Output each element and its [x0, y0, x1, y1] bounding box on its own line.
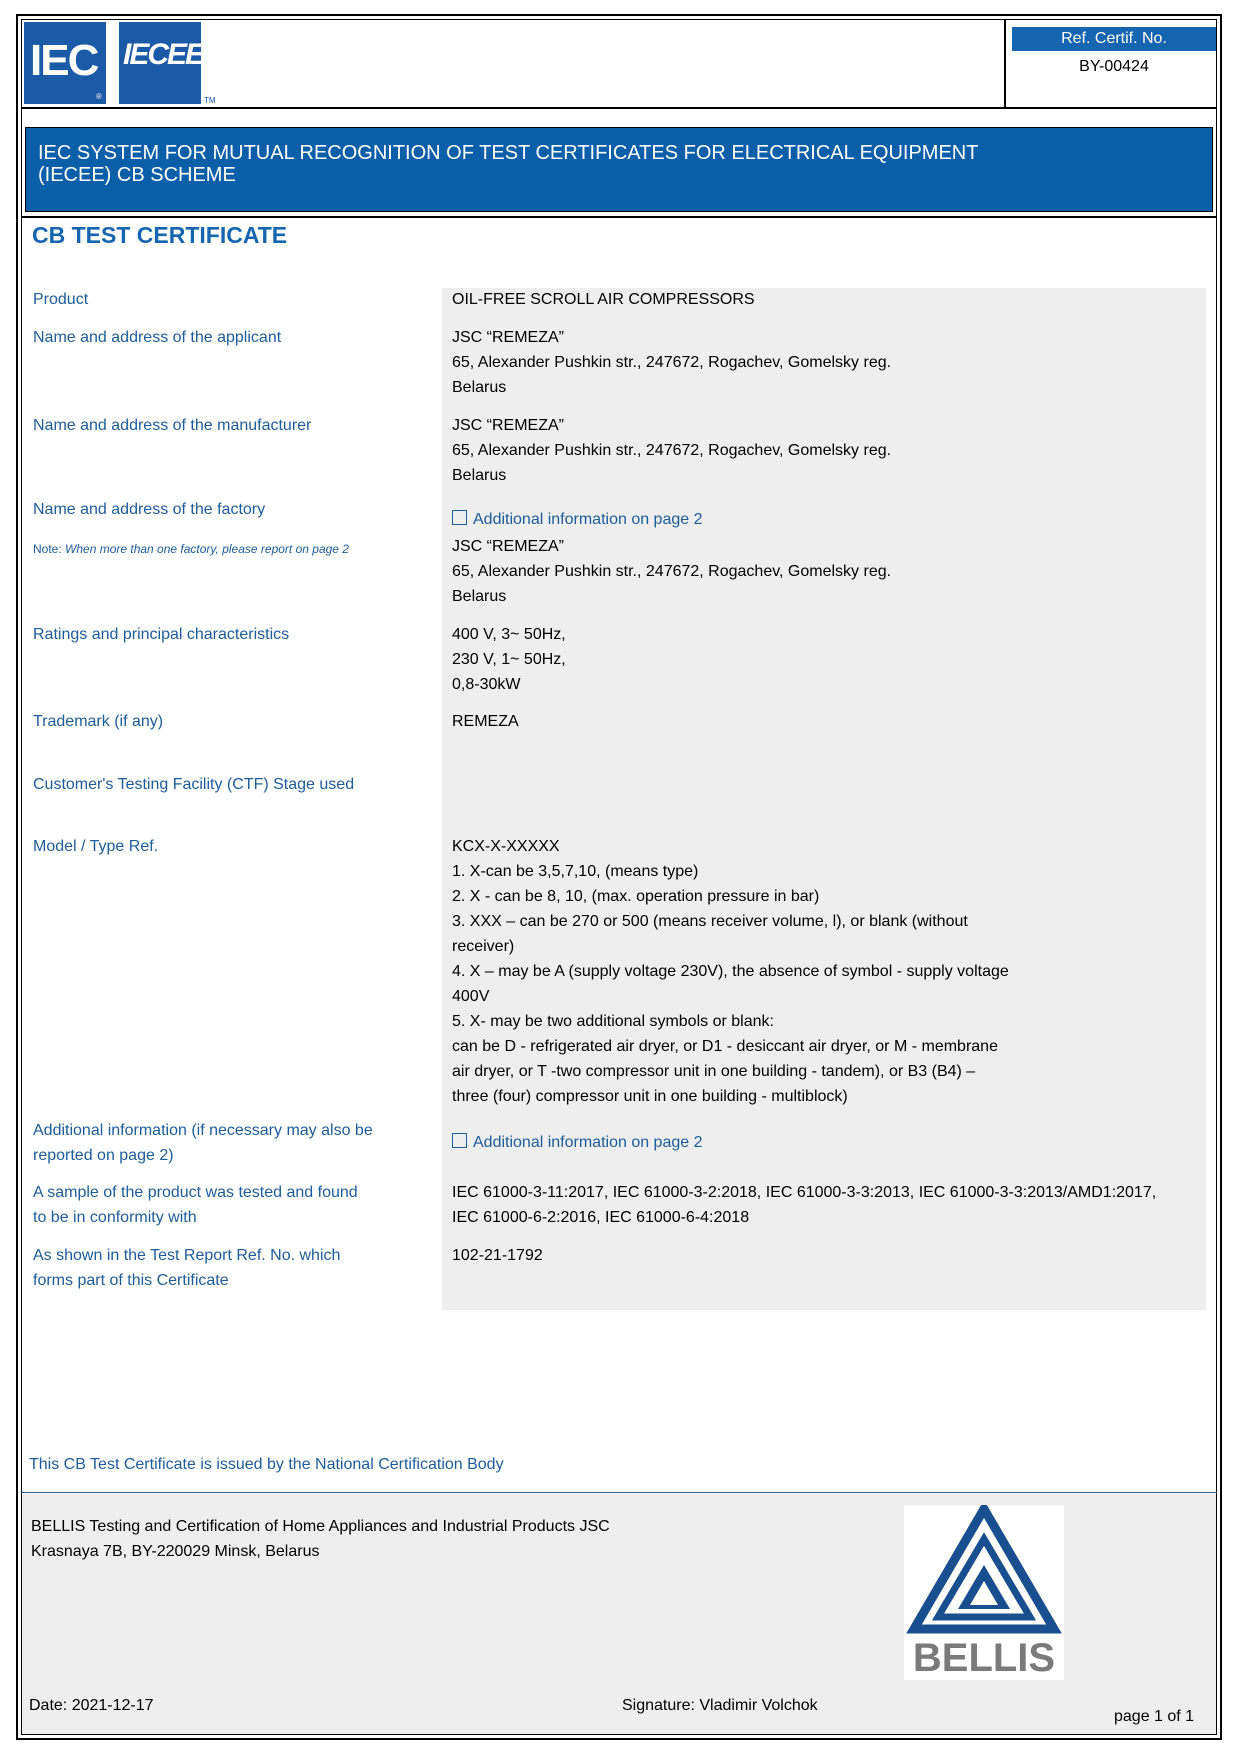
model-line: receiver): [452, 938, 515, 955]
bellis-triangle-icon: [904, 1505, 1064, 1680]
conformity-line: IEC 61000-3-11:2017, IEC 61000-3-2:2018, IEC 61000-3-3:2013, IEC 61000-3-3:2013/AMD1:2017,: [452, 1184, 1157, 1201]
model-value: [452, 834, 1009, 1109]
checkbox-icon: [452, 510, 467, 525]
ratings-line: 400 V, 3~ 50Hz,: [452, 626, 566, 643]
additional-info-label-line: reported on page 2): [33, 1147, 174, 1164]
divider: [21, 216, 1217, 218]
applicant-line: 65, Alexander Pushkin str., 247672, Rogachev, Gomelsky reg.: [452, 354, 892, 371]
trademark-value: REMEZA: [452, 713, 519, 730]
report-label-line: forms part of this Certificate: [33, 1272, 229, 1289]
model-line: 3. XXX – can be 270 or 500 (means receiver volume, l), or blank (without: [452, 913, 968, 930]
ratings-line: 0,8-30kW: [452, 676, 521, 693]
applicant-line: Belarus: [452, 379, 507, 396]
checkbox-label: Additional information on page 2: [473, 1134, 703, 1151]
model-line: 4. X – may be A (supply voltage 230V), the absence of symbol - supply voltage: [452, 963, 1009, 980]
product-label: Product: [33, 291, 89, 308]
factory-label: Name and address of the factory: [33, 501, 266, 518]
additional-info-checkbox[interactable]: [452, 1133, 703, 1152]
factory-value: [452, 534, 891, 609]
signature: Signature: Vladimir Volchok: [622, 1697, 818, 1714]
ratings-line: 230 V, 1~ 50Hz,: [452, 651, 566, 668]
model-line: 400V: [452, 988, 490, 1005]
model-label: Model / Type Ref.: [33, 838, 159, 855]
iecee-logo: [119, 22, 204, 104]
checkbox-icon: [452, 1133, 467, 1148]
conformity-value: [452, 1180, 1156, 1230]
manufacturer-line: JSC “REMEZA”: [452, 417, 564, 434]
ncb-line: BELLIS Testing and Certification of Home Appliances and Industrial Products JSC: [31, 1518, 610, 1535]
model-line: KCX-X-XXXXX: [452, 838, 560, 855]
report-number: 102-21-1792: [452, 1247, 543, 1264]
applicant-label: Name and address of the applicant: [33, 329, 282, 346]
factory-line: JSC “REMEZA”: [452, 538, 564, 555]
ncb-line: Krasnaya 7B, BY-220029 Minsk, Belarus: [31, 1543, 320, 1560]
factory-line: Belarus: [452, 588, 507, 605]
bellis-logo: [904, 1505, 1064, 1680]
issued-by-text: This CB Test Certificate is issued by the National Certification Body: [29, 1456, 504, 1473]
manufacturer-line: 65, Alexander Pushkin str., 247672, Rogachev, Gomelsky reg.: [452, 442, 892, 459]
manufacturer-label: Name and address of the manufacturer: [33, 417, 312, 434]
conformity-label-line: A sample of the product was tested and found: [33, 1184, 358, 1201]
model-line: can be D - refrigerated air dryer, or D1 - desiccant air dryer, or M - membrane: [452, 1038, 998, 1055]
report-label-line: As shown in the Test Report Ref. No. which: [33, 1247, 341, 1264]
iec-logo: IEC ®: [24, 22, 106, 104]
page-number: page 1 of 1: [1114, 1708, 1195, 1725]
ref-certif-label: Ref. Certif. No.: [1012, 27, 1216, 51]
model-line: three (four) compressor unit in one building - multiblock): [452, 1088, 848, 1105]
factory-note: [33, 542, 349, 556]
ratings-label: Ratings and principal characteristics: [33, 626, 290, 643]
ratings-value: [452, 622, 566, 697]
factory-note-prefix: Note:: [33, 542, 66, 556]
model-line: air dryer, or T -two compressor unit in one building - tandem), or B3 (B4) –: [452, 1063, 976, 1080]
iec-logos: IEC ® IECEE TM: [24, 22, 214, 104]
certificate-date: Date: 2021-12-17: [29, 1697, 154, 1714]
factory-additional-info-checkbox[interactable]: [452, 510, 703, 529]
scheme-banner: [25, 127, 1213, 212]
conformity-line: IEC 61000-6-2:2016, IEC 61000-6-4:2018: [452, 1209, 750, 1226]
additional-info-label: [33, 1118, 373, 1168]
manufacturer-value: [452, 413, 891, 488]
conformity-label: [33, 1180, 358, 1230]
model-line: 5. X- may be two additional symbols or blank:: [452, 1013, 774, 1030]
product-value: OIL-FREE SCROLL AIR COMPRESSORS: [452, 291, 755, 308]
ctf-label: Customer's Testing Facility (CTF) Stage used: [33, 776, 355, 793]
checkbox-label: Additional information on page 2: [473, 511, 703, 528]
bellis-logo-text: BELLIS: [912, 1636, 1056, 1680]
trademark-label: Trademark (if any): [33, 713, 164, 730]
report-label: [33, 1243, 340, 1293]
footer-divider: [21, 1492, 1217, 1493]
ref-certificate-box: [1004, 20, 1216, 108]
ref-certif-number: BY-00424: [1079, 58, 1149, 75]
iec-logo-text: IEC: [30, 36, 98, 85]
conformity-label-line: to be in conformity with: [33, 1209, 197, 1226]
iecee-logo-text: IECEE: [123, 38, 204, 71]
model-line: 2. X - can be 8, 10, (max. operation pressure in bar): [452, 888, 820, 905]
model-line: 1. X-can be 3,5,7,10, (means type): [452, 863, 699, 880]
factory-line: 65, Alexander Pushkin str., 247672, Rogachev, Gomelsky reg.: [452, 563, 892, 580]
applicant-value: [452, 325, 891, 400]
page-title: CB TEST CERTIFICATE: [32, 222, 288, 248]
manufacturer-line: Belarus: [452, 467, 507, 484]
additional-info-label-line: Additional information (if necessary may also be: [33, 1122, 373, 1139]
banner-line-1: IEC SYSTEM FOR MUTUAL RECOGNITION OF TEST CERTIFICATES FOR ELECTRICAL EQUIPMENT: [38, 142, 979, 164]
ncb-address: [31, 1514, 610, 1564]
applicant-line: JSC “REMEZA”: [452, 329, 564, 346]
banner-line-2: (IECEE) CB SCHEME: [38, 164, 236, 186]
factory-note-text: When more than one factory, please report on page 2: [65, 542, 349, 556]
